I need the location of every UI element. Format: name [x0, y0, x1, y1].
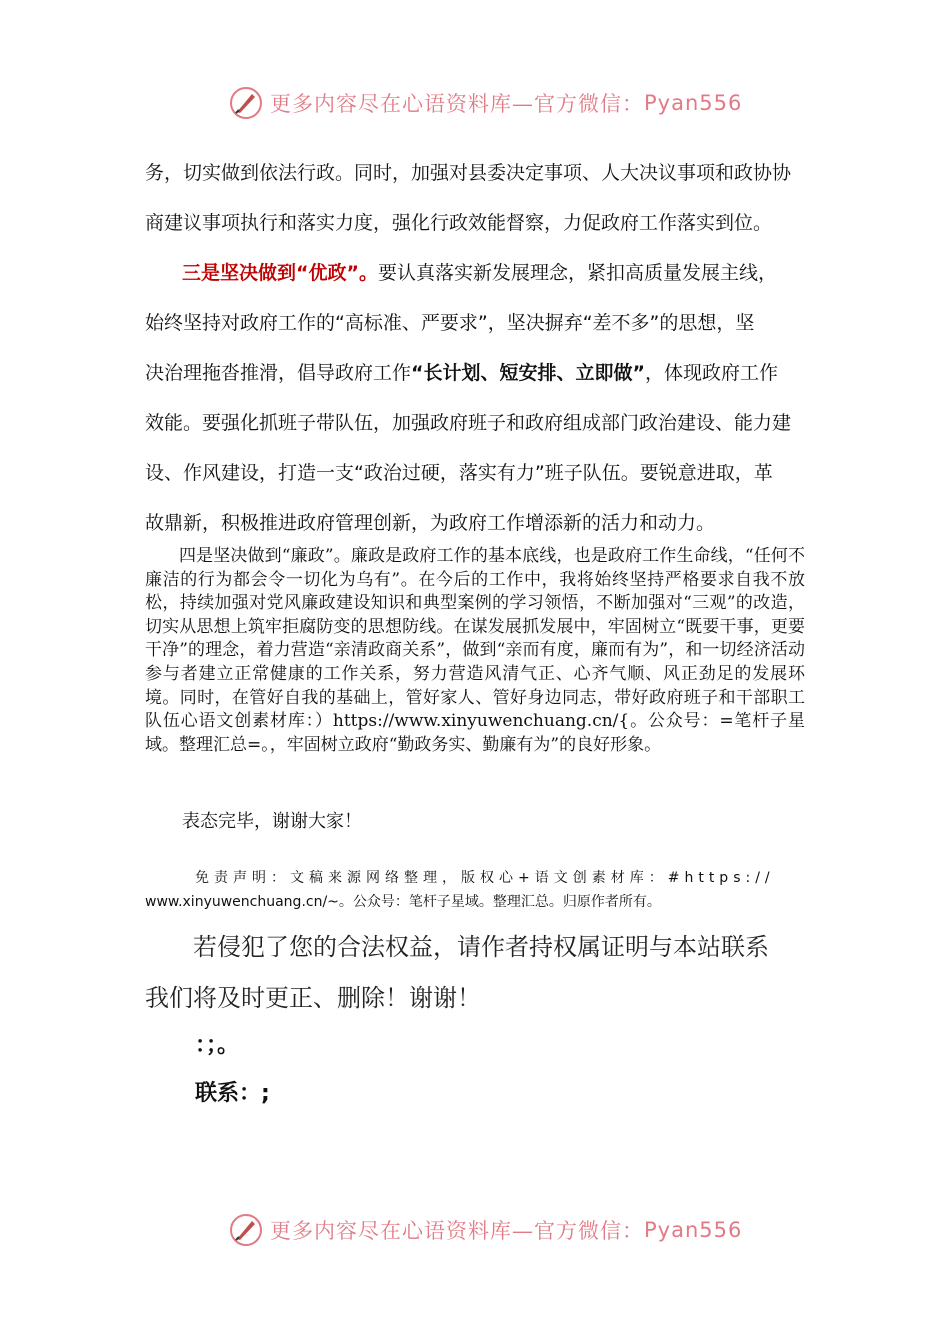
notice-line-2: 我们将及时更正、删除！谢谢！ — [145, 984, 481, 1012]
body-line-5-start: 决治理拖沓推滑，倡导政府工作 — [145, 362, 412, 384]
header-banner — [228, 83, 788, 123]
disclaimer-head: 免责声明：文稿来源网络整理，版权心+语文创素材库：#https:// — [195, 870, 775, 886]
header-banner-text: 更多内容尽在心语资料库—官方微信： — [270, 92, 644, 116]
header-wechat-id: Pyan556 — [644, 91, 743, 115]
quill-logo-icon — [228, 1212, 264, 1248]
body-line-3 — [182, 258, 777, 285]
disclaimer — [145, 866, 805, 914]
body-line-7: 设、作风建设，打造一支“政治过硬，落实有力”班子队伍。要锐意进取，革 — [145, 462, 773, 484]
body-line-5 — [145, 358, 778, 385]
paragraph-lian-zheng: 四是坚决做到“廉政”。廉政是政府工作的基本底线，也是政府工作生命线，“任何不廉洁的行为都会令一切化为乌有”。在今后的工作中，我将始终坚持严格要求自我不放松，持续加强对党风廉政建设知识和典型案例的学习领悟，不断加强对“三观”的改造，切实从思想上筑牢拒腐防变的思想防线。在谋发展抓发展中，牢固树立“既要干事，更要干净”的理念，着力营造“亲清政商关系”，做到“亲而有度，廉而有为”，和一切经济活动参与者建立正常健康的工作关系，努力营造风清气正、心齐气顺、风正劲足的发展环境。同时，在管好自我的基础上，管好家人、管好身边同志，带好政府班子和干部职工队伍心语文创素材库：）https://www.xinyuwenchuang.cn/{。公众号：=笔杆子星域。整理汇总=。，牢固树立政府“勤政务实、勤廉有为”的良好形象。 — [145, 546, 805, 755]
body-line-1: 务，切实做到依法行政。同时，加强对县委决定事项、人大决议事项和政协协 — [145, 162, 792, 184]
punctuation-line: ：；。 — [195, 1033, 240, 1058]
heading-you-zheng: 三是坚决做到“优政”。 — [182, 262, 378, 284]
body-line-6: 效能。要强化抓班子带队伍，加强政府班子和政府组成部门政治建设、能力建 — [145, 412, 792, 434]
footer-banner — [228, 1210, 788, 1250]
body-line-3-rest: 要认真落实新发展理念，紧扣高质量发展主线， — [377, 262, 777, 284]
body-line-5-bold: “长计划、短安排、立即做” — [411, 362, 645, 384]
notice-line-1: 若侵犯了您的合法权益，请作者持权属证明与本站联系 — [193, 933, 769, 961]
disclaimer-tail: www.xinyuwenchuang.cn/~。公众号：笔杆子星域。整理汇总。归原作者所有。 — [145, 894, 661, 910]
body-line-2: 商建议事项执行和落实力度，强化行政效能督察，力促政府工作落实到位。 — [145, 212, 773, 234]
closing-line: 表态完毕，谢谢大家！ — [182, 811, 362, 832]
contact-line: 联系：; — [195, 1081, 270, 1106]
body-line-4: 始终坚持对政府工作的“高标准、严要求”，坚决摒弃“差不多”的思想，坚 — [145, 312, 755, 334]
body-line-8: 故鼎新，积极推进政府管理创新，为政府工作增添新的活力和动力。 — [145, 512, 716, 534]
quill-logo-icon — [228, 85, 264, 121]
footer-banner-text: 更多内容尽在心语资料库—官方微信： — [270, 1219, 644, 1243]
body-line-5-end: ，体现政府工作 — [645, 362, 779, 384]
footer-wechat-id: Pyan556 — [644, 1218, 743, 1242]
